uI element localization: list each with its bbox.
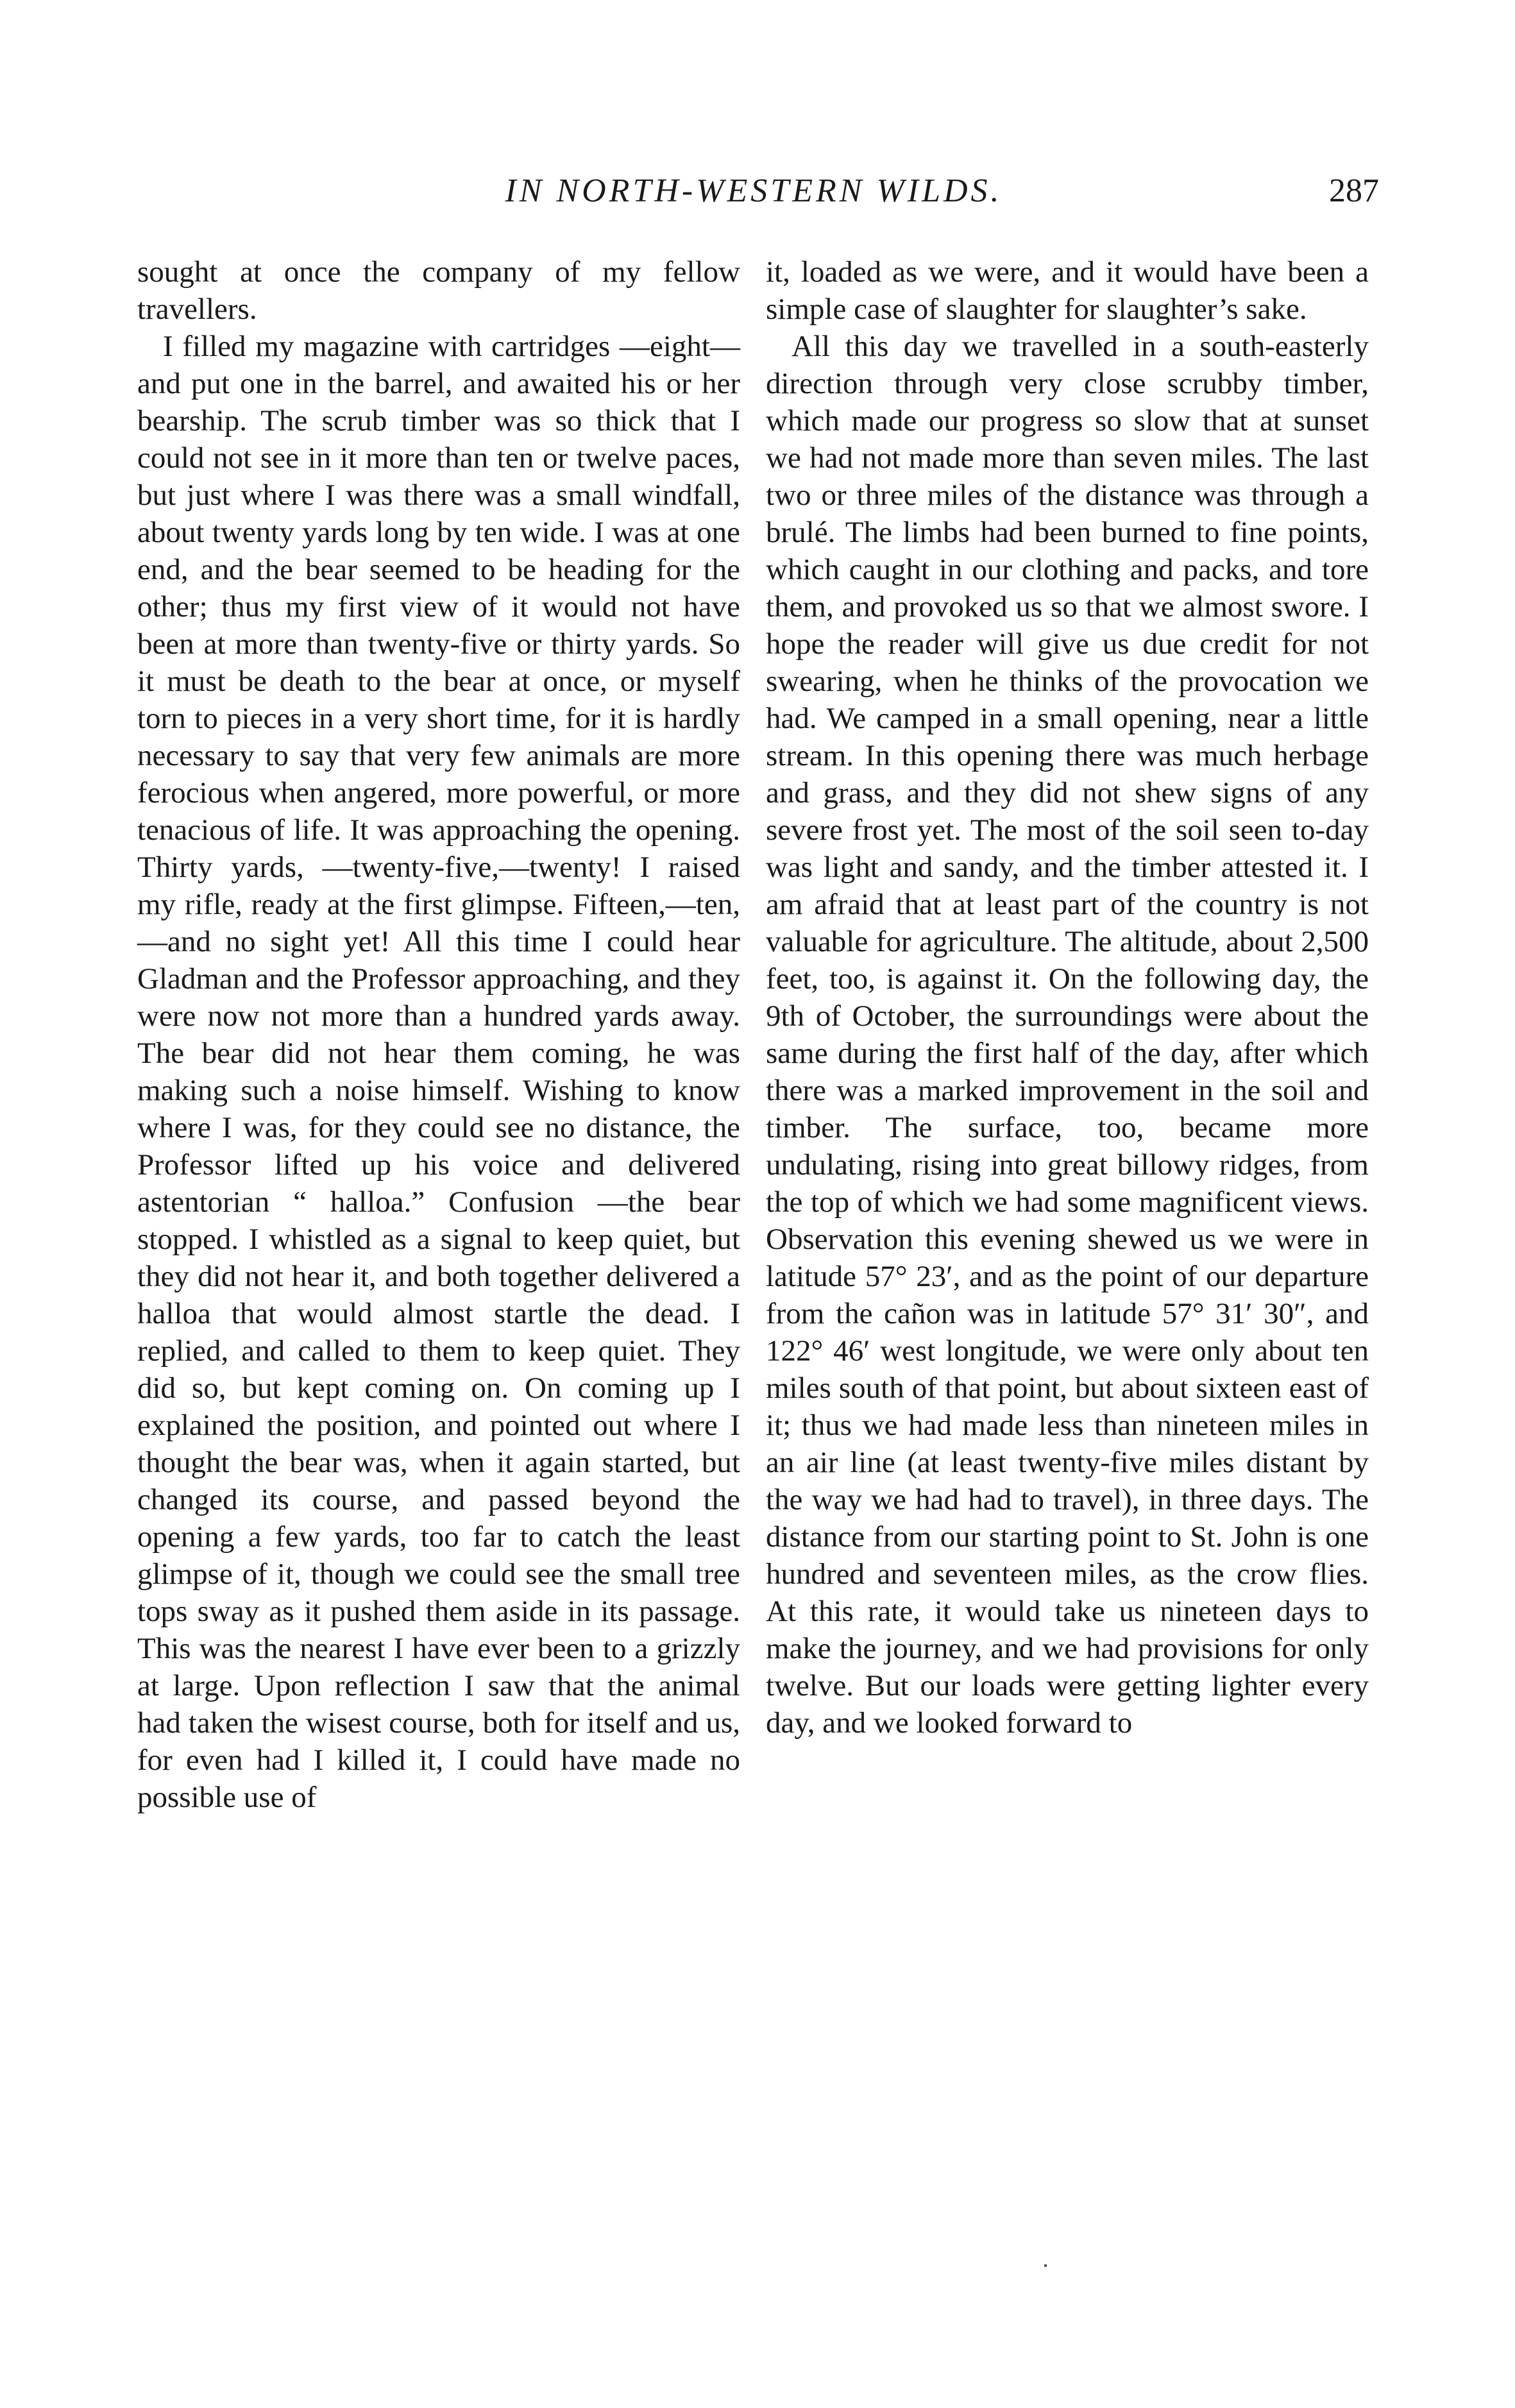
paragraph: I filled my magazine with cartridges —eight—and put one in the barrel, and awaited his or her bearship. The scrub timber was so thick that I could not see in it more than ten or twelve paces, but just where I was there was a small windfall, about twenty yards long by ten wide. I was at one end, and the bear seemed to be heading for the other; thus my first view of it would not have been at more than twenty-five or thirty yards. So it must be death to the bear at once, or myself torn to pieces in a very short time, for it is hardly necessary to say that very few animals are more ferocious when angered, more powerful, or more tenacious of life. It was approaching the opening. Thirty yards, —twenty-five,—twenty! I raised my rifle, ready at the first glimpse. Fifteen,—ten,—and no sight yet! All this time I could hear Gladman and the Professor approaching, and they were now not more than a hundred yards away. The bear did not hear them coming, he was making such a noise himself. Wishing to know where I was, for they could see no distance, the Professor lifted up his voice and delivered astentorian “ halloa.” Confusion —the bear stopped. I whistled as a signal to keep quiet, but they did not hear it, and both together delivered a halloa that would almost startle the dead. I replied, and called to them to keep quiet. They did so, but kept coming on. On coming up I explained the position, and pointed out where I thought the bear was, when it again started, but changed its course, and passed beyond the opening a few yards, too far to catch the least glimpse of it, though we could see the small tree tops sway as it pushed them aside in its passage. This was the nearest I have ever been to a grizzly at large. Upon reflection I saw that the animal had taken the wisest course, both for itself and us, for even had I killed it, I could have made no possible use of [137,330,740,1814]
paragraph-continued: sought at once the company of my fellow travellers. [137,255,740,326]
running-head [128,172,1379,217]
print-speck [1044,2264,1047,2267]
page-number: 287 [1329,173,1379,209]
right-column [766,253,1369,1742]
running-title: IN NORTH-WESTERN WILDS. [505,173,1003,209]
paragraph: All this day we travelled in a south-easterly direction through very close scrubby timber, which made our progress so slow that at sunset we had not made more than seven miles. The last two or three miles of the distance was through a brulé. The limbs had been burned to fine points, which caught in our clothing and packs, and tore them, and provoked us so that we almost swore. I hope the reader will give us due credit for not swearing, when he thinks of the provocation we had. We camped in a small opening, near a little stream. In this opening there was much herbage and grass, and they did not shew signs of any severe frost yet. The most of the soil seen to-day was light and sandy, and the timber attested it. I am afraid that at least part of the country is not valuable for agriculture. The altitude, about 2,500 feet, too, is against it. On the following day, the 9th of October, the surroundings were about the same during the first half of the day, after which there was a marked improvement in the soil and timber. The surface, too, became more undulating, rising into great billowy ridges, from the top of which we had some magnificent views. Observation this evening shewed us we were in latitude 57° 23′, and as the point of our departure from the cañon was in latitude 57° 31′ 30″, and 122° 46′ west longitude, we were only about ten miles south of that point, but about sixteen east of it; thus we had made less than nineteen miles in an air line (at least twenty-five miles distant by the way we had had to travel), in three days. The distance from our starting point to St. John is one hundred and seventeen miles, as the crow flies. At this rate, it would take us nineteen days to make the journey, and we had provisions for only twelve. But our loads were getting lighter every day, and we looked forward to [766,330,1369,1740]
left-column [137,253,740,1816]
paragraph-continued: it, loaded as we were, and it would have been a simple case of slaughter for slaughter’s sake. [766,255,1369,326]
